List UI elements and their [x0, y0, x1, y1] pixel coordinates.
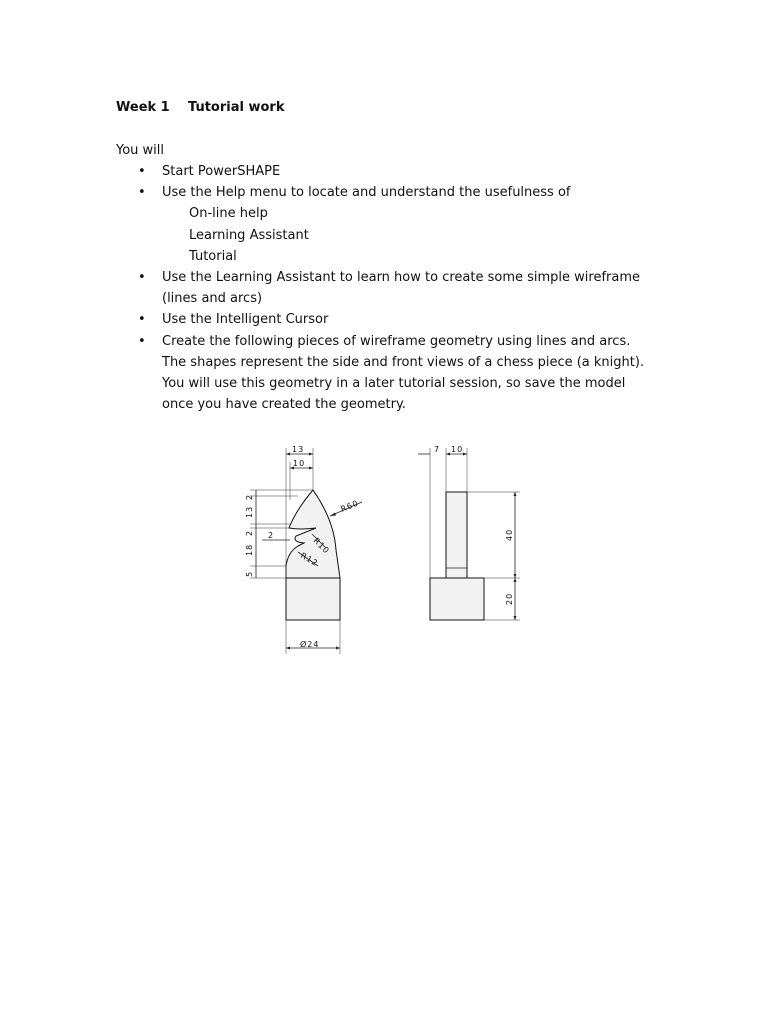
- bullet-item-3-cont: (lines and arcs): [162, 291, 263, 306]
- dim-10-front: 10: [451, 445, 464, 454]
- dim-5-left: 5: [245, 570, 254, 577]
- page-title: Tutorial work: [188, 100, 285, 115]
- help-item-learning: Learning Assistant: [189, 228, 309, 243]
- dim-2-lower: 2: [245, 529, 254, 536]
- help-item-tutorial: Tutorial: [189, 249, 237, 264]
- dim-13-left: 13: [245, 505, 254, 518]
- front-view: [418, 445, 520, 620]
- side-view: [245, 445, 362, 654]
- dim-7-front: 7: [434, 445, 441, 454]
- dim-r12: R12: [299, 550, 320, 569]
- bullet-marker: •: [138, 270, 146, 285]
- bullet-item-5: Create the following pieces of wireframe geometry using lines and arcs.: [162, 334, 631, 349]
- knight-head-front: [446, 492, 467, 578]
- dim-10-top: 10: [293, 459, 306, 468]
- bullet-item-1: Start PowerSHAPE: [162, 164, 281, 179]
- dim-20-front: 20: [505, 592, 514, 605]
- dim-40-front: 40: [505, 528, 514, 541]
- bullet-item-2: Use the Help menu to locate and understand the usefulness of: [162, 185, 571, 200]
- help-item-online: On-line help: [189, 206, 268, 221]
- week-label: Week 1: [116, 100, 170, 115]
- bullet-marker: •: [138, 334, 146, 349]
- bullet-marker: •: [138, 312, 146, 327]
- bullet-item-4: Use the Intelligent Cursor: [162, 312, 329, 327]
- dim-diameter-24: Ø24: [300, 640, 320, 649]
- dim-2-upper: 2: [245, 493, 254, 500]
- bullet-item-5-line-4: once you have created the geometry.: [162, 397, 406, 412]
- knight-base-side: [286, 578, 340, 620]
- bullet-item-5-line-3: You will use this geometry in a later tutorial session, so save the model: [162, 376, 626, 391]
- dim-2-horizontal: 2: [268, 531, 275, 540]
- bullet-marker: •: [138, 185, 146, 200]
- knight-base-front: [430, 578, 484, 620]
- bullet-item-3: Use the Learning Assistant to learn how to create some simple wireframe: [162, 270, 641, 285]
- dim-13-top: 13: [292, 445, 305, 454]
- dim-r10: R10: [311, 536, 332, 556]
- bullet-marker: •: [138, 164, 146, 179]
- dim-r60: R60: [339, 498, 361, 514]
- intro-text: You will: [116, 143, 165, 158]
- bullet-item-5-line-2: The shapes represent the side and front views of a chess piece (a knight).: [162, 355, 645, 370]
- dim-18-left: 18: [245, 543, 254, 556]
